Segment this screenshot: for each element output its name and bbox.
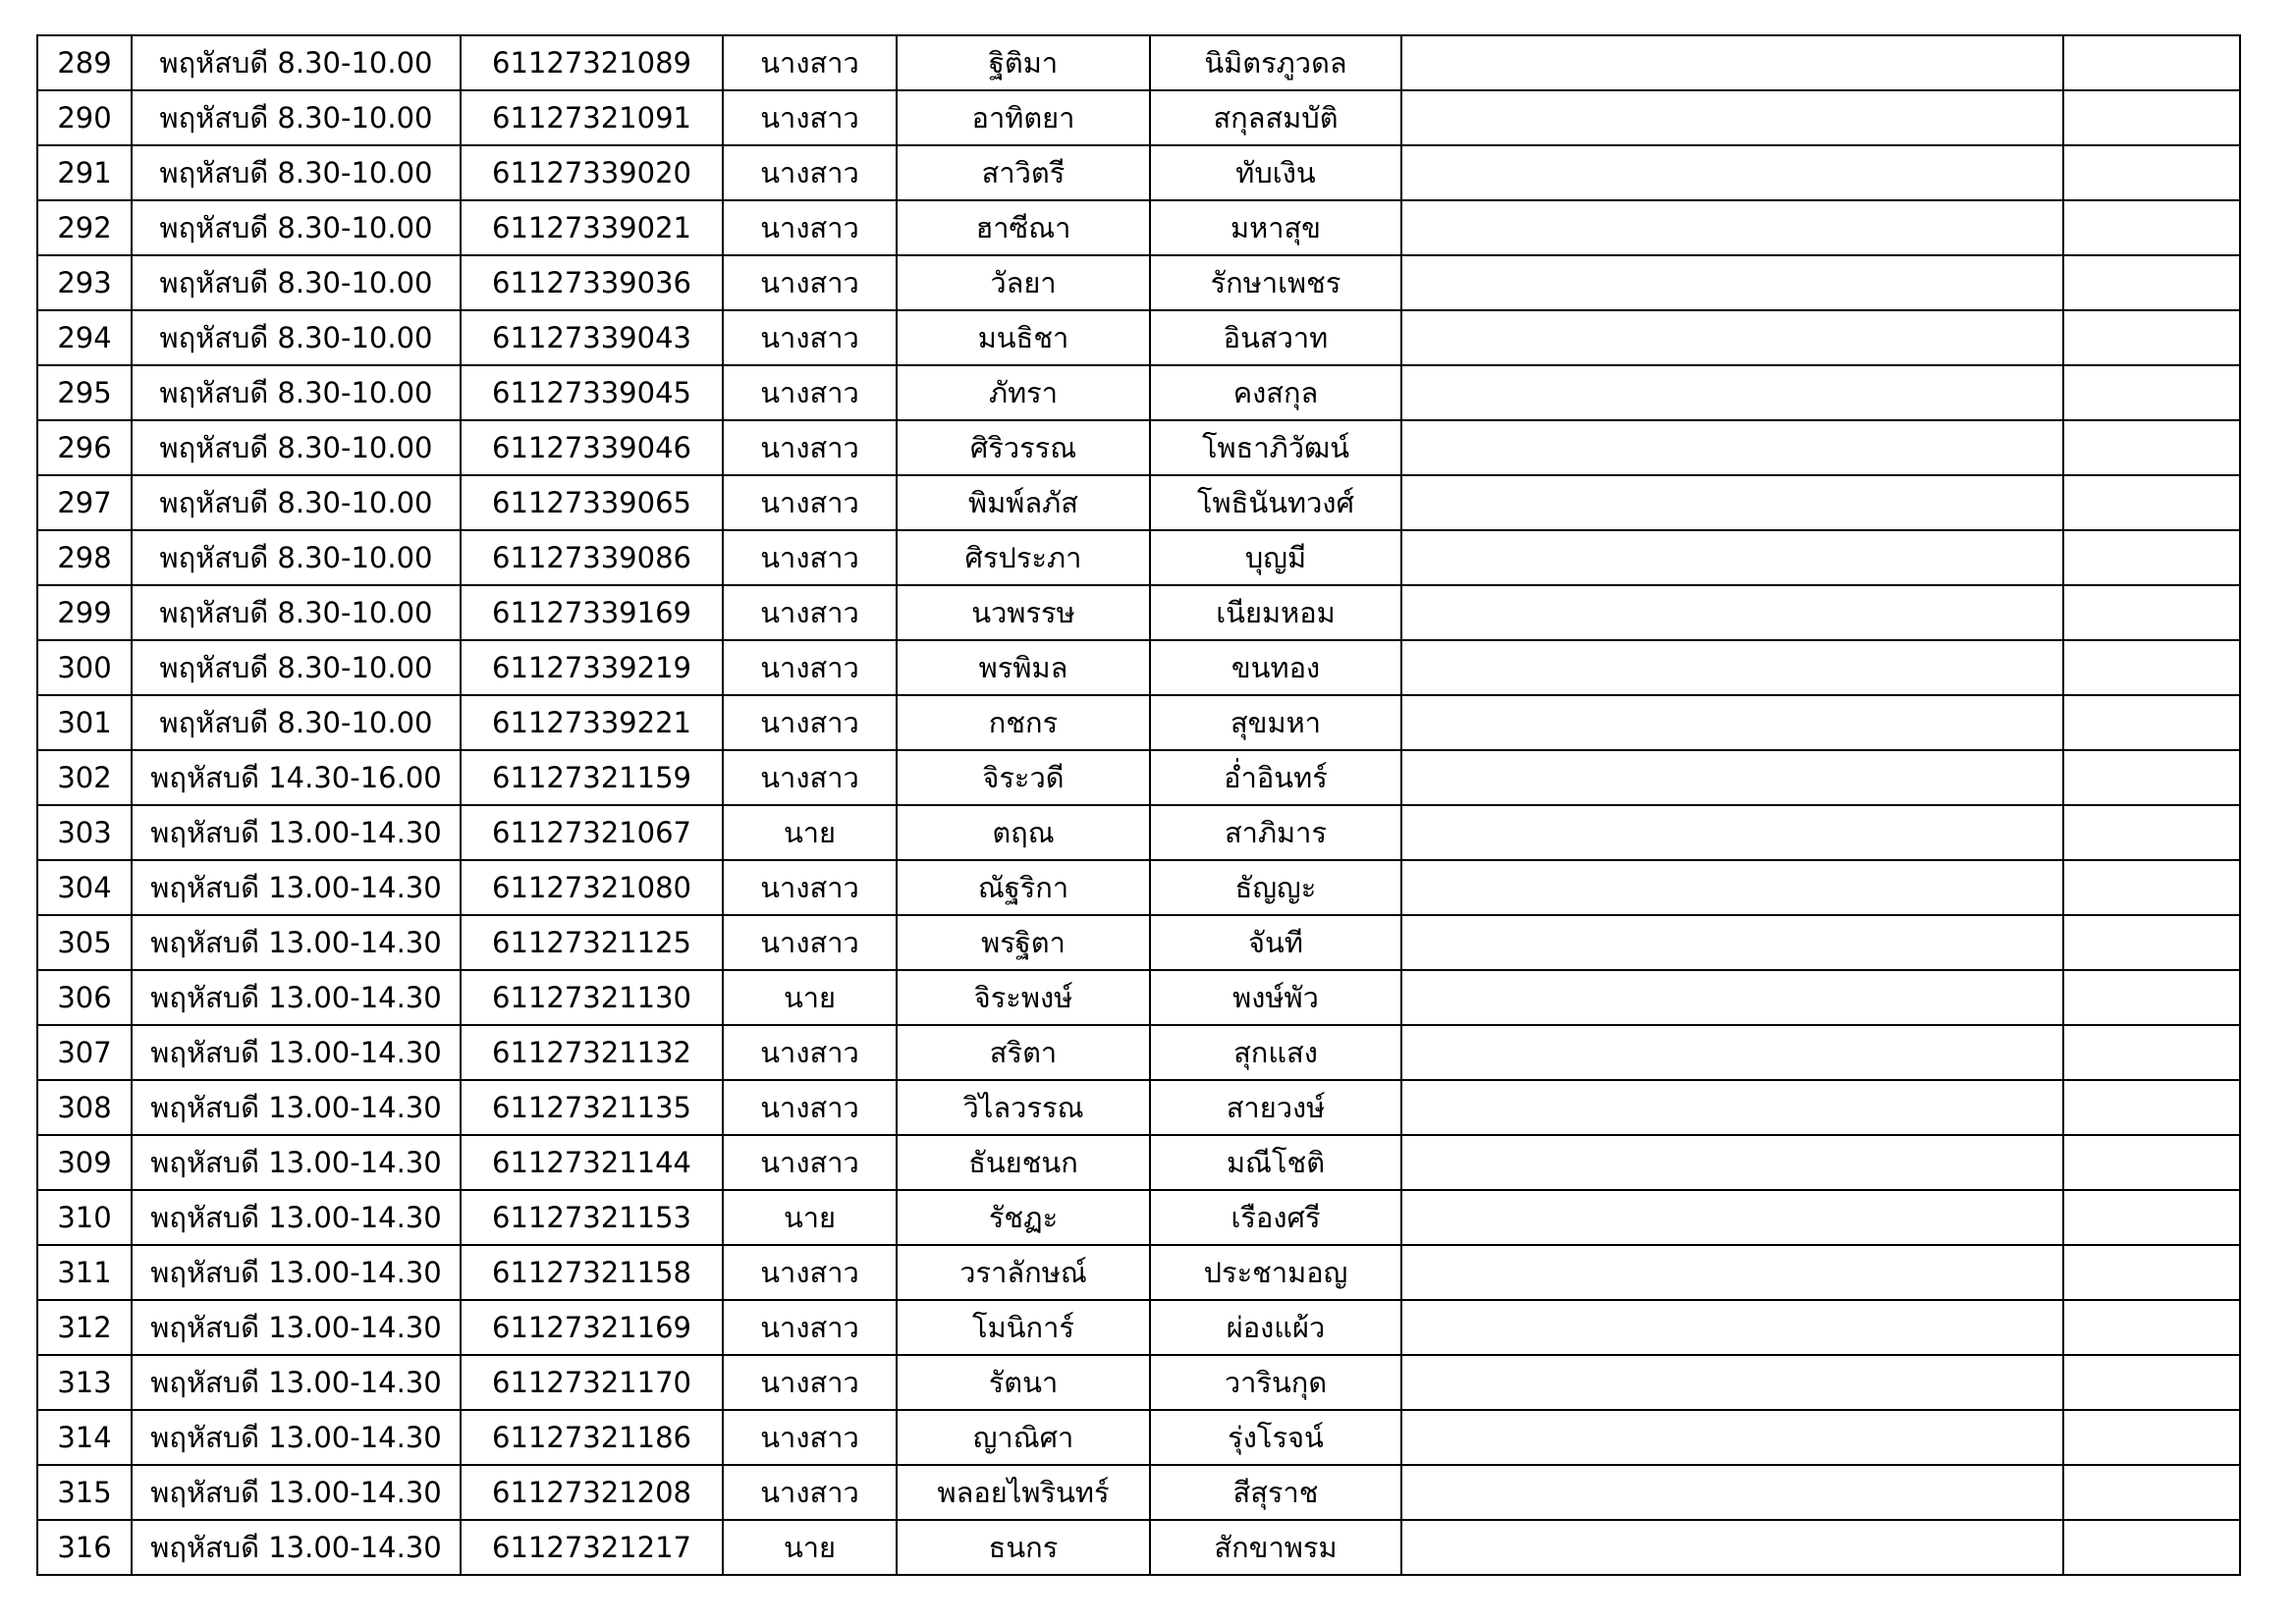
first-name-cell: รัชฏะ <box>897 1190 1150 1245</box>
first-name-cell: สริตา <box>897 1025 1150 1080</box>
first-name-cell: สาวิตรี <box>897 145 1150 200</box>
table-row <box>37 585 2240 640</box>
signature-cell <box>2063 145 2240 200</box>
name-title-cell: นางสาว <box>723 585 897 640</box>
session-time-cell: พฤหัสบดี 8.30-10.00 <box>132 420 461 475</box>
signature-cell <box>2063 420 2240 475</box>
first-name-cell: มนธิชา <box>897 310 1150 365</box>
table-row <box>37 695 2240 750</box>
row-number-cell: 302 <box>37 750 132 805</box>
signature-cell <box>2063 1190 2240 1245</box>
student-id-cell: 61127321130 <box>461 970 723 1025</box>
first-name-cell: จิระพงษ์ <box>897 970 1150 1025</box>
last-name-cell: ผ่องแผ้ว <box>1150 1300 1401 1355</box>
signature-cell <box>2063 695 2240 750</box>
first-name-cell: ตฤณ <box>897 805 1150 860</box>
table-row <box>37 200 2240 255</box>
table-row <box>37 475 2240 530</box>
session-time-cell: พฤหัสบดี 13.00-14.30 <box>132 1300 461 1355</box>
name-title-cell: นางสาว <box>723 1025 897 1080</box>
student-id-cell: 61127339065 <box>461 475 723 530</box>
student-id-cell: 61127321091 <box>461 90 723 145</box>
row-number-cell: 310 <box>37 1190 132 1245</box>
session-time-cell: พฤหัสบดี 13.00-14.30 <box>132 1520 461 1575</box>
name-title-cell: นางสาว <box>723 1245 897 1300</box>
signature-cell <box>2063 1520 2240 1575</box>
row-number-cell: 292 <box>37 200 132 255</box>
first-name-cell: รัตนา <box>897 1355 1150 1410</box>
last-name-cell: พงษ์พัว <box>1150 970 1401 1025</box>
signature-cell <box>2063 200 2240 255</box>
remarks-cell <box>1401 915 2063 970</box>
signature-cell <box>2063 1135 2240 1190</box>
remarks-cell <box>1401 1355 2063 1410</box>
name-title-cell: นางสาว <box>723 640 897 695</box>
first-name-cell: ธันยชนก <box>897 1135 1150 1190</box>
first-name-cell: กชกร <box>897 695 1150 750</box>
last-name-cell: เรืองศรี <box>1150 1190 1401 1245</box>
row-number-cell: 298 <box>37 530 132 585</box>
first-name-cell: พลอยไพรินทร์ <box>897 1465 1150 1520</box>
last-name-cell: สีสุราช <box>1150 1465 1401 1520</box>
session-time-cell: พฤหัสบดี 13.00-14.30 <box>132 1190 461 1245</box>
session-time-cell: พฤหัสบดี 8.30-10.00 <box>132 530 461 585</box>
last-name-cell: สายวงษ์ <box>1150 1080 1401 1135</box>
signature-cell <box>2063 1465 2240 1520</box>
table-row <box>37 1025 2240 1080</box>
session-time-cell: พฤหัสบดี 13.00-14.30 <box>132 970 461 1025</box>
name-title-cell: นางสาว <box>723 915 897 970</box>
remarks-cell <box>1401 860 2063 915</box>
last-name-cell: รักษาเพชร <box>1150 255 1401 310</box>
table-row <box>37 1245 2240 1300</box>
table-row <box>37 1465 2240 1520</box>
signature-cell <box>2063 365 2240 420</box>
session-time-cell: พฤหัสบดี 13.00-14.30 <box>132 915 461 970</box>
student-id-cell: 61127321169 <box>461 1300 723 1355</box>
first-name-cell: อาทิตยา <box>897 90 1150 145</box>
name-title-cell: นางสาว <box>723 1465 897 1520</box>
name-title-cell: นางสาว <box>723 1300 897 1355</box>
table-row <box>37 1135 2240 1190</box>
remarks-cell <box>1401 310 2063 365</box>
student-id-cell: 61127339020 <box>461 145 723 200</box>
remarks-cell <box>1401 1300 2063 1355</box>
name-title-cell: นางสาว <box>723 90 897 145</box>
name-title-cell: นางสาว <box>723 695 897 750</box>
first-name-cell: พิมพ์ลภัส <box>897 475 1150 530</box>
remarks-cell <box>1401 145 2063 200</box>
last-name-cell: โพธินันทวงศ์ <box>1150 475 1401 530</box>
student-id-cell: 61127321125 <box>461 915 723 970</box>
student-id-cell: 61127339043 <box>461 310 723 365</box>
row-number-cell: 297 <box>37 475 132 530</box>
name-title-cell: นางสาว <box>723 860 897 915</box>
student-roster-table <box>36 34 2241 1576</box>
row-number-cell: 296 <box>37 420 132 475</box>
name-title-cell: นางสาว <box>723 420 897 475</box>
last-name-cell: สุกแสง <box>1150 1025 1401 1080</box>
row-number-cell: 315 <box>37 1465 132 1520</box>
signature-cell <box>2063 1025 2240 1080</box>
remarks-cell <box>1401 200 2063 255</box>
signature-cell <box>2063 1245 2240 1300</box>
student-id-cell: 61127321153 <box>461 1190 723 1245</box>
remarks-cell <box>1401 1135 2063 1190</box>
name-title-cell: นาย <box>723 1190 897 1245</box>
remarks-cell <box>1401 365 2063 420</box>
student-id-cell: 61127321158 <box>461 1245 723 1300</box>
last-name-cell: ทับเงิน <box>1150 145 1401 200</box>
student-id-cell: 61127321186 <box>461 1410 723 1465</box>
first-name-cell: วัลยา <box>897 255 1150 310</box>
last-name-cell: อ่ำอินทร์ <box>1150 750 1401 805</box>
session-time-cell: พฤหัสบดี 8.30-10.00 <box>132 475 461 530</box>
signature-cell <box>2063 90 2240 145</box>
student-id-cell: 61127321132 <box>461 1025 723 1080</box>
name-title-cell: นางสาว <box>723 365 897 420</box>
signature-cell <box>2063 530 2240 585</box>
signature-cell <box>2063 35 2240 90</box>
name-title-cell: นางสาว <box>723 310 897 365</box>
student-id-cell: 61127321089 <box>461 35 723 90</box>
signature-cell <box>2063 750 2240 805</box>
first-name-cell: ณัฐริกา <box>897 860 1150 915</box>
first-name-cell: พรพิมล <box>897 640 1150 695</box>
remarks-cell <box>1401 530 2063 585</box>
last-name-cell: ขนทอง <box>1150 640 1401 695</box>
session-time-cell: พฤหัสบดี 13.00-14.30 <box>132 805 461 860</box>
row-number-cell: 308 <box>37 1080 132 1135</box>
table-row <box>37 255 2240 310</box>
student-id-cell: 61127339086 <box>461 530 723 585</box>
name-title-cell: นางสาว <box>723 1080 897 1135</box>
table-row <box>37 1080 2240 1135</box>
row-number-cell: 313 <box>37 1355 132 1410</box>
session-time-cell: พฤหัสบดี 8.30-10.00 <box>132 365 461 420</box>
signature-cell <box>2063 1410 2240 1465</box>
table-row <box>37 530 2240 585</box>
signature-cell <box>2063 310 2240 365</box>
student-id-cell: 61127339036 <box>461 255 723 310</box>
first-name-cell: ศิริวรรณ <box>897 420 1150 475</box>
row-number-cell: 303 <box>37 805 132 860</box>
session-time-cell: พฤหัสบดี 8.30-10.00 <box>132 145 461 200</box>
signature-cell <box>2063 860 2240 915</box>
student-id-cell: 61127339046 <box>461 420 723 475</box>
student-id-cell: 61127339021 <box>461 200 723 255</box>
session-time-cell: พฤหัสบดี 8.30-10.00 <box>132 640 461 695</box>
row-number-cell: 291 <box>37 145 132 200</box>
remarks-cell <box>1401 750 2063 805</box>
remarks-cell <box>1401 640 2063 695</box>
name-title-cell: นางสาว <box>723 1410 897 1465</box>
table-row <box>37 365 2240 420</box>
signature-cell <box>2063 255 2240 310</box>
student-id-cell: 61127321170 <box>461 1355 723 1410</box>
last-name-cell: ประชามอญ <box>1150 1245 1401 1300</box>
name-title-cell: นางสาว <box>723 1355 897 1410</box>
signature-cell <box>2063 1355 2240 1410</box>
signature-cell <box>2063 1080 2240 1135</box>
name-title-cell: นางสาว <box>723 200 897 255</box>
row-number-cell: 294 <box>37 310 132 365</box>
first-name-cell: โมนิการ์ <box>897 1300 1150 1355</box>
signature-cell <box>2063 1300 2240 1355</box>
table-row <box>37 35 2240 90</box>
session-time-cell: พฤหัสบดี 8.30-10.00 <box>132 200 461 255</box>
last-name-cell: สักขาพรม <box>1150 1520 1401 1575</box>
first-name-cell: พรฐิตา <box>897 915 1150 970</box>
student-id-cell: 61127339169 <box>461 585 723 640</box>
signature-cell <box>2063 585 2240 640</box>
first-name-cell: จิระวดี <box>897 750 1150 805</box>
row-number-cell: 295 <box>37 365 132 420</box>
last-name-cell: มณีโชติ <box>1150 1135 1401 1190</box>
first-name-cell: ฮาซีณา <box>897 200 1150 255</box>
name-title-cell: นาย <box>723 1520 897 1575</box>
student-id-cell: 61127321080 <box>461 860 723 915</box>
first-name-cell: วราลักษณ์ <box>897 1245 1150 1300</box>
name-title-cell: นางสาว <box>723 1135 897 1190</box>
session-time-cell: พฤหัสบดี 13.00-14.30 <box>132 860 461 915</box>
table-row <box>37 1410 2240 1465</box>
student-id-cell: 61127321067 <box>461 805 723 860</box>
remarks-cell <box>1401 1080 2063 1135</box>
name-title-cell: นางสาว <box>723 35 897 90</box>
signature-cell <box>2063 640 2240 695</box>
table-row <box>37 970 2240 1025</box>
first-name-cell: นวพรรษ <box>897 585 1150 640</box>
row-number-cell: 307 <box>37 1025 132 1080</box>
signature-cell <box>2063 475 2240 530</box>
session-time-cell: พฤหัสบดี 8.30-10.00 <box>132 310 461 365</box>
session-time-cell: พฤหัสบดี 8.30-10.00 <box>132 255 461 310</box>
session-time-cell: พฤหัสบดี 13.00-14.30 <box>132 1465 461 1520</box>
signature-cell <box>2063 915 2240 970</box>
session-time-cell: พฤหัสบดี 13.00-14.30 <box>132 1355 461 1410</box>
last-name-cell: สกุลสมบัติ <box>1150 90 1401 145</box>
signature-cell <box>2063 805 2240 860</box>
remarks-cell <box>1401 90 2063 145</box>
row-number-cell: 304 <box>37 860 132 915</box>
row-number-cell: 293 <box>37 255 132 310</box>
last-name-cell: จันที <box>1150 915 1401 970</box>
first-name-cell: วิไลวรรณ <box>897 1080 1150 1135</box>
name-title-cell: นางสาว <box>723 475 897 530</box>
remarks-cell <box>1401 1465 2063 1520</box>
remarks-cell <box>1401 1520 2063 1575</box>
table-row <box>37 860 2240 915</box>
student-id-cell: 61127321159 <box>461 750 723 805</box>
session-time-cell: พฤหัสบดี 14.30-16.00 <box>132 750 461 805</box>
name-title-cell: นางสาว <box>723 530 897 585</box>
row-number-cell: 300 <box>37 640 132 695</box>
remarks-cell <box>1401 585 2063 640</box>
row-number-cell: 305 <box>37 915 132 970</box>
last-name-cell: รุ่งโรจน์ <box>1150 1410 1401 1465</box>
row-number-cell: 316 <box>37 1520 132 1575</box>
session-time-cell: พฤหัสบดี 8.30-10.00 <box>132 90 461 145</box>
name-title-cell: นาย <box>723 805 897 860</box>
student-id-cell: 61127339221 <box>461 695 723 750</box>
table-row <box>37 1300 2240 1355</box>
table-row <box>37 420 2240 475</box>
remarks-cell <box>1401 695 2063 750</box>
table-row <box>37 145 2240 200</box>
first-name-cell: ภัทรา <box>897 365 1150 420</box>
remarks-cell <box>1401 255 2063 310</box>
first-name-cell: ฐิติมา <box>897 35 1150 90</box>
name-title-cell: นางสาว <box>723 145 897 200</box>
student-id-cell: 61127321144 <box>461 1135 723 1190</box>
table-row <box>37 1520 2240 1575</box>
session-time-cell: พฤหัสบดี 8.30-10.00 <box>132 695 461 750</box>
session-time-cell: พฤหัสบดี 13.00-14.30 <box>132 1245 461 1300</box>
row-number-cell: 314 <box>37 1410 132 1465</box>
table-row <box>37 805 2240 860</box>
signature-cell <box>2063 970 2240 1025</box>
session-time-cell: พฤหัสบดี 8.30-10.00 <box>132 585 461 640</box>
last-name-cell: มหาสุข <box>1150 200 1401 255</box>
table-row <box>37 915 2240 970</box>
table-row <box>37 90 2240 145</box>
last-name-cell: วารินกุด <box>1150 1355 1401 1410</box>
table-row <box>37 640 2240 695</box>
remarks-cell <box>1401 1190 2063 1245</box>
last-name-cell: บุญมี <box>1150 530 1401 585</box>
session-time-cell: พฤหัสบดี 8.30-10.00 <box>132 35 461 90</box>
student-id-cell: 61127321135 <box>461 1080 723 1135</box>
row-number-cell: 301 <box>37 695 132 750</box>
remarks-cell <box>1401 420 2063 475</box>
last-name-cell: นิมิตรภูวดล <box>1150 35 1401 90</box>
roster-body <box>37 35 2240 1575</box>
name-title-cell: นางสาว <box>723 255 897 310</box>
row-number-cell: 311 <box>37 1245 132 1300</box>
remarks-cell <box>1401 805 2063 860</box>
table-row <box>37 750 2240 805</box>
remarks-cell <box>1401 1025 2063 1080</box>
student-id-cell: 61127321208 <box>461 1465 723 1520</box>
row-number-cell: 312 <box>37 1300 132 1355</box>
student-id-cell: 61127339045 <box>461 365 723 420</box>
row-number-cell: 309 <box>37 1135 132 1190</box>
name-title-cell: นางสาว <box>723 750 897 805</box>
student-id-cell: 61127321217 <box>461 1520 723 1575</box>
table-row <box>37 1355 2240 1410</box>
last-name-cell: ธัญญะ <box>1150 860 1401 915</box>
remarks-cell <box>1401 475 2063 530</box>
remarks-cell <box>1401 1245 2063 1300</box>
first-name-cell: ศิรประภา <box>897 530 1150 585</box>
remarks-cell <box>1401 970 2063 1025</box>
last-name-cell: อินสวาท <box>1150 310 1401 365</box>
last-name-cell: โพธาภิวัฒน์ <box>1150 420 1401 475</box>
last-name-cell: สุขมหา <box>1150 695 1401 750</box>
row-number-cell: 299 <box>37 585 132 640</box>
session-time-cell: พฤหัสบดี 13.00-14.30 <box>132 1135 461 1190</box>
remarks-cell <box>1401 1410 2063 1465</box>
row-number-cell: 290 <box>37 90 132 145</box>
last-name-cell: คงสกุล <box>1150 365 1401 420</box>
first-name-cell: ธนกร <box>897 1520 1150 1575</box>
last-name-cell: เนียมหอม <box>1150 585 1401 640</box>
session-time-cell: พฤหัสบดี 13.00-14.30 <box>132 1080 461 1135</box>
row-number-cell: 289 <box>37 35 132 90</box>
student-id-cell: 61127339219 <box>461 640 723 695</box>
row-number-cell: 306 <box>37 970 132 1025</box>
table-row <box>37 1190 2240 1245</box>
session-time-cell: พฤหัสบดี 13.00-14.30 <box>132 1025 461 1080</box>
remarks-cell <box>1401 35 2063 90</box>
first-name-cell: ญาณิศา <box>897 1410 1150 1465</box>
session-time-cell: พฤหัสบดี 13.00-14.30 <box>132 1410 461 1465</box>
last-name-cell: สาภิมาร <box>1150 805 1401 860</box>
table-row <box>37 310 2240 365</box>
name-title-cell: นาย <box>723 970 897 1025</box>
